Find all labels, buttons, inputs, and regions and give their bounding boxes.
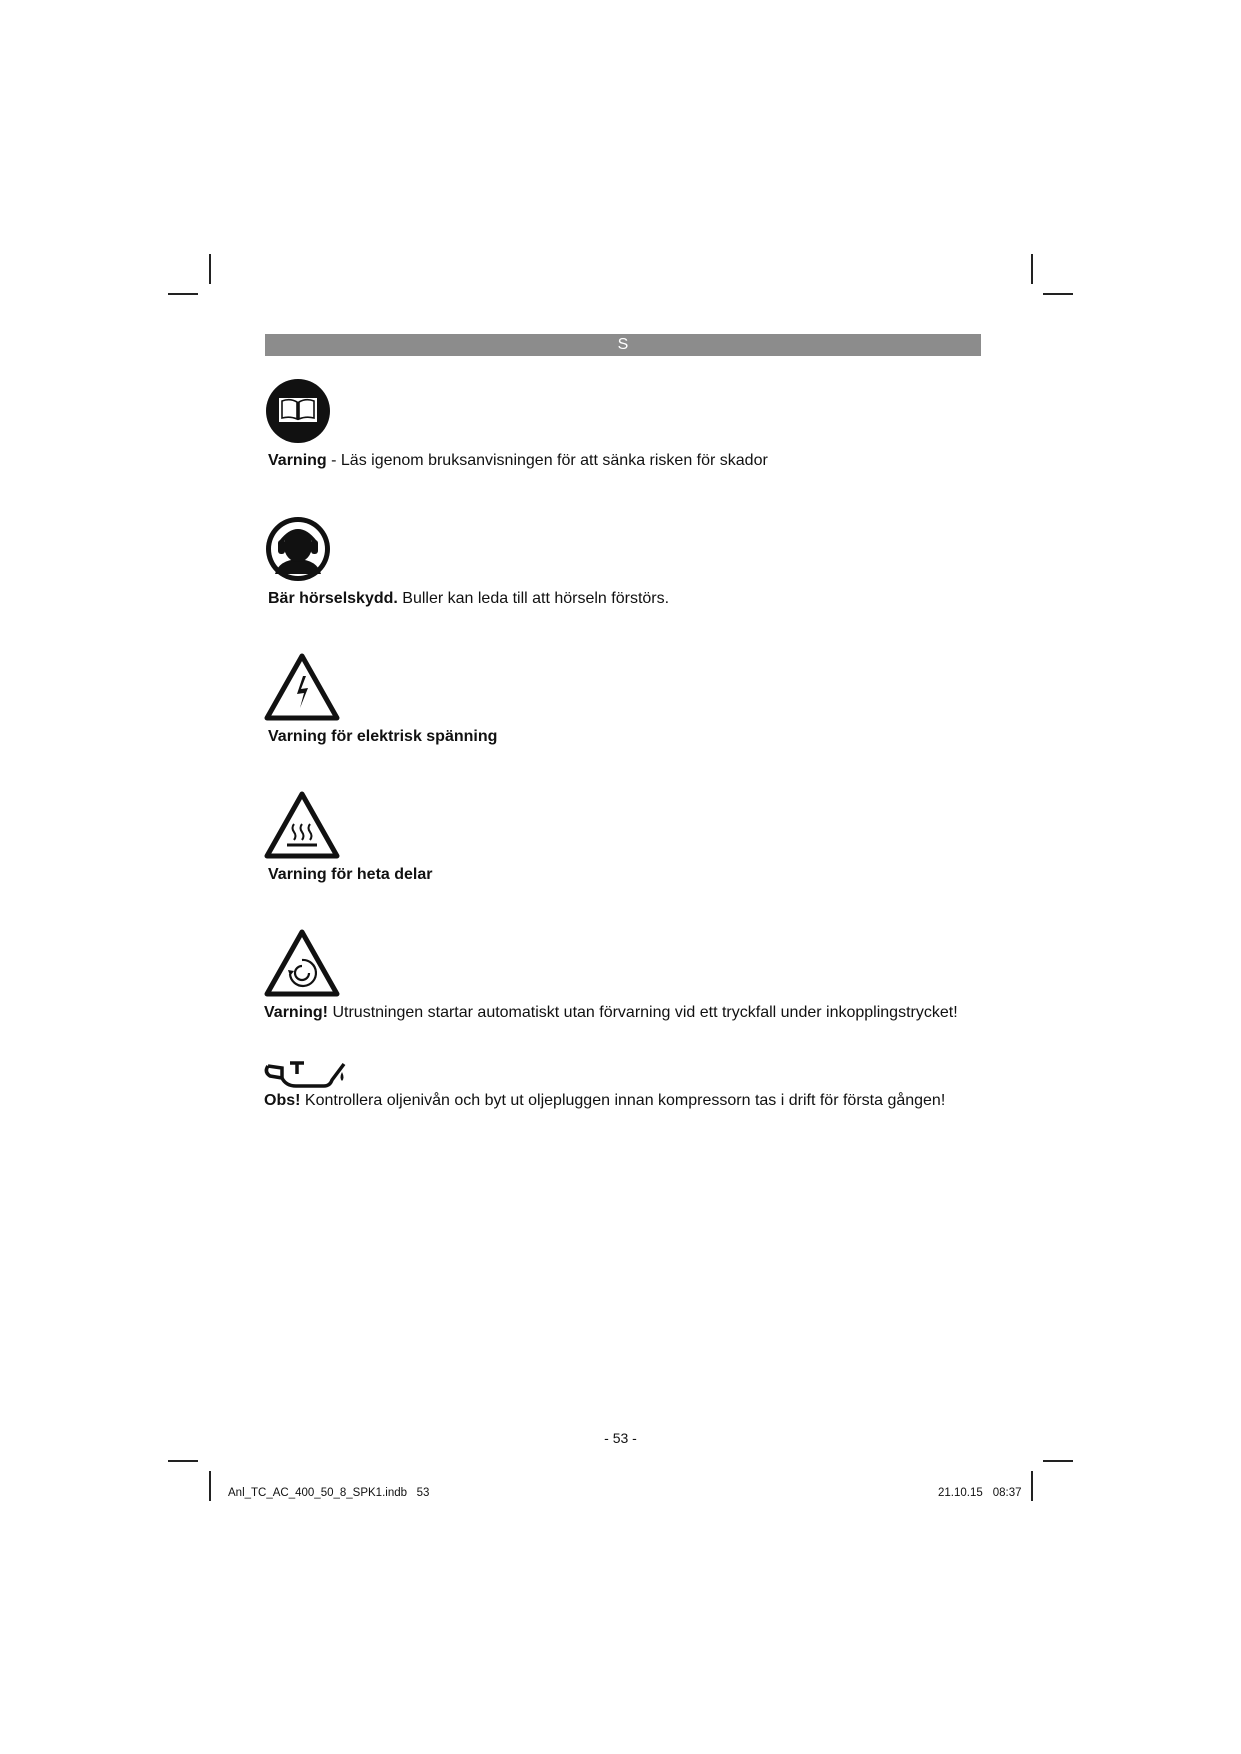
file-name: Anl_TC_AC_400_50_8_SPK1.indb 53 [228, 1487, 430, 1499]
print-file-name [228, 1487, 429, 1499]
crop-mark-top-right-vertical [1031, 254, 1033, 284]
hearing-protection-icon [265, 516, 331, 582]
warning-description: - Läs igenom bruksanvisningen för att sänka risken för skador [326, 452, 768, 469]
crop-mark-top-left-horizontal [168, 293, 198, 295]
read-manual-icon [265, 378, 331, 444]
electric-voltage-warning-text [268, 728, 497, 746]
crop-mark-bottom-right-vertical [1031, 1471, 1033, 1501]
hearing-protection-label: Bär hörselskydd. [268, 590, 398, 607]
page-number: - 53 - [604, 1430, 637, 1446]
hot-surface-warning-icon [263, 790, 341, 860]
crop-mark-top-right-horizontal [1043, 293, 1073, 295]
oil-check-label: Obs! [264, 1092, 301, 1109]
automatic-start-description: Utrustningen startar automatiskt utan förvarning vid ett tryckfall under inkopplingstrycket! [328, 1004, 958, 1021]
print-date: 21.10.15 [938, 1487, 983, 1499]
read-manual-warning-text [268, 452, 768, 470]
print-timestamp [938, 1487, 1022, 1499]
oil-check-description: Kontrollera oljenivån och byt ut oljepluggen innan kompressorn tas i drift för första gången! [300, 1092, 946, 1109]
hearing-protection-text [268, 590, 669, 608]
oil-check-notice-text [264, 1092, 945, 1110]
automatic-start-warning-text [264, 1004, 958, 1022]
electric-voltage-warning-icon [263, 652, 341, 722]
automatic-start-label: Varning! [264, 1004, 329, 1021]
hot-surface-label: Varning för heta delar [268, 866, 433, 883]
hearing-protection-description: Buller kan leda till att hörseln förstörs. [397, 590, 670, 607]
crop-mark-bottom-left-vertical [209, 1471, 211, 1501]
language-code: S [617, 336, 629, 353]
crop-mark-bottom-right-horizontal [1043, 1460, 1073, 1462]
warning-label: Varning [268, 452, 327, 469]
automatic-start-warning-icon [263, 928, 341, 998]
crop-mark-bottom-left-horizontal [168, 1460, 198, 1462]
print-time: 08:37 [992, 1487, 1022, 1499]
language-header-bar [265, 334, 981, 356]
hot-surface-warning-text [268, 866, 432, 884]
electric-voltage-label: Varning för elektrisk spänning [268, 728, 498, 745]
crop-mark-top-left-vertical [209, 254, 211, 284]
oil-can-icon [262, 1054, 348, 1090]
